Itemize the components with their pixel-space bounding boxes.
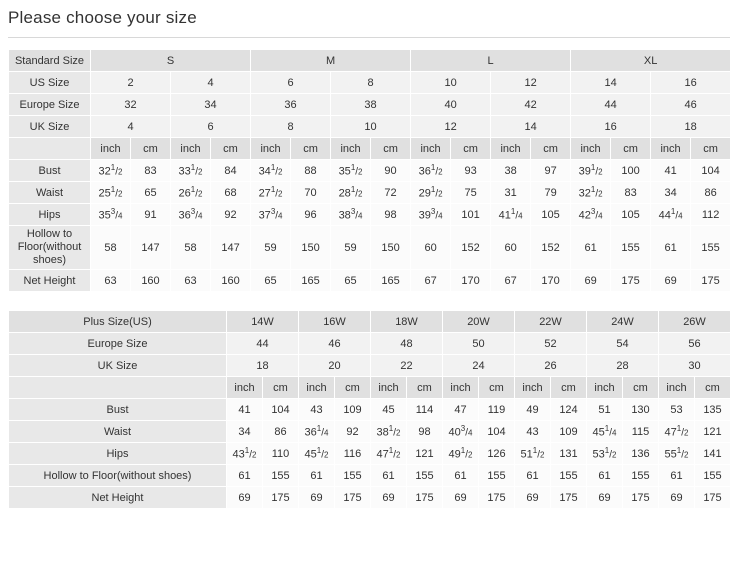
size-value: 30 — [659, 355, 731, 377]
measurement-cell: $39^3/4$ — [411, 204, 451, 226]
size-value: 28 — [587, 355, 659, 377]
measurement-cell: $44^1/4$ — [651, 204, 691, 226]
size-value: 40 — [411, 94, 491, 116]
measurement-cell: 69 — [515, 487, 551, 509]
measurement-cell: 38 — [491, 160, 531, 182]
measurement-cell: 61 — [651, 226, 691, 270]
measurement-cell: 79 — [531, 182, 571, 204]
measurement-cell: 155 — [335, 465, 371, 487]
measurement-cell: 136 — [623, 443, 659, 465]
measurement-cell: 160 — [131, 270, 171, 292]
size-value: 18 — [651, 116, 731, 138]
size-value: 16 — [571, 116, 651, 138]
measurement-cell: 34 — [651, 182, 691, 204]
unit-header: inch — [411, 138, 451, 160]
unit-header: inch — [331, 138, 371, 160]
measurement-cell: 68 — [211, 182, 251, 204]
table-row — [9, 311, 731, 333]
measurement-cell: 170 — [531, 270, 571, 292]
unit-header: cm — [451, 138, 491, 160]
measurement-cell: 41 — [227, 399, 263, 421]
unit-header: cm — [291, 138, 331, 160]
measurement-cell: $37^3/4$ — [251, 204, 291, 226]
measurement-cell: $34^1/2$ — [251, 160, 291, 182]
size-value: 8 — [251, 116, 331, 138]
measurement-cell: 170 — [451, 270, 491, 292]
measurement-cell: 92 — [211, 204, 251, 226]
size-value: 32 — [91, 94, 171, 116]
unit-header: cm — [623, 377, 659, 399]
table-row — [9, 355, 731, 377]
measurement-cell: $55^1/2$ — [659, 443, 695, 465]
measurement-cell: 92 — [335, 421, 371, 443]
plus-size-label: 26W — [659, 311, 731, 333]
table-row — [9, 333, 731, 355]
measurement-cell: 34 — [227, 421, 263, 443]
measurement-cell: 121 — [695, 421, 731, 443]
measurement-cell: 155 — [263, 465, 299, 487]
measurement-cell: 98 — [407, 421, 443, 443]
row-label: US Size — [9, 72, 91, 94]
row-label: Hollow to Floor(without shoes) — [9, 226, 91, 270]
unit-header: cm — [479, 377, 515, 399]
row-label-size: Standard Size — [9, 50, 91, 72]
measurement-cell: 155 — [407, 465, 443, 487]
unit-header: inch — [443, 377, 479, 399]
measurement-cell: 69 — [371, 487, 407, 509]
row-label: Europe Size — [9, 333, 227, 355]
row-label: Waist — [9, 421, 227, 443]
table-row — [9, 72, 731, 94]
size-value: 34 — [171, 94, 251, 116]
measurement-cell: 100 — [611, 160, 651, 182]
measurement-cell: 112 — [691, 204, 731, 226]
size-value: 18 — [227, 355, 299, 377]
measurement-cell: 124 — [551, 399, 587, 421]
measurement-cell: 63 — [91, 270, 131, 292]
measurement-cell: 97 — [531, 160, 571, 182]
measurement-cell: 175 — [551, 487, 587, 509]
size-value: 22 — [371, 355, 443, 377]
table-row — [9, 421, 731, 443]
measurement-cell: 109 — [551, 421, 587, 443]
page-title: Please choose your size — [8, 8, 197, 27]
measurement-cell: 155 — [479, 465, 515, 487]
measurement-cell: $32^1/2$ — [571, 182, 611, 204]
measurement-cell: 65 — [131, 182, 171, 204]
measurement-cell: 155 — [611, 226, 651, 270]
size-value: 52 — [515, 333, 587, 355]
plus-size-label: 22W — [515, 311, 587, 333]
measurement-cell: $47^1/2$ — [659, 421, 695, 443]
unit-header: inch — [587, 377, 623, 399]
plus-size-table — [8, 310, 731, 509]
measurement-cell: 175 — [335, 487, 371, 509]
measurement-cell: 69 — [571, 270, 611, 292]
size-value: 36 — [251, 94, 331, 116]
measurement-cell: 60 — [411, 226, 451, 270]
measurement-cell: 175 — [407, 487, 443, 509]
measurement-cell: 152 — [451, 226, 491, 270]
unit-header: cm — [263, 377, 299, 399]
unit-header: inch — [171, 138, 211, 160]
measurement-cell: 61 — [227, 465, 263, 487]
row-label: UK Size — [9, 355, 227, 377]
table-row — [9, 182, 731, 204]
measurement-cell: 61 — [515, 465, 551, 487]
row-label: Bust — [9, 160, 91, 182]
size-value: 56 — [659, 333, 731, 355]
measurement-cell: 126 — [479, 443, 515, 465]
measurement-cell: $47^1/2$ — [371, 443, 407, 465]
size-value: 4 — [171, 72, 251, 94]
measurement-cell: $29^1/2$ — [411, 182, 451, 204]
measurement-cell: 65 — [251, 270, 291, 292]
size-value: 6 — [171, 116, 251, 138]
unit-header: cm — [551, 377, 587, 399]
size-value: 4 — [91, 116, 171, 138]
measurement-cell: 53 — [659, 399, 695, 421]
size-value: 38 — [331, 94, 411, 116]
unit-header: inch — [299, 377, 335, 399]
row-label-units — [9, 138, 91, 160]
unit-header: cm — [211, 138, 251, 160]
measurement-cell: $27^1/2$ — [251, 182, 291, 204]
measurement-cell: 59 — [331, 226, 371, 270]
unit-header: cm — [691, 138, 731, 160]
measurement-cell: $38^3/4$ — [331, 204, 371, 226]
measurement-cell: 41 — [651, 160, 691, 182]
measurement-cell: 69 — [299, 487, 335, 509]
size-group-label: L — [411, 50, 571, 72]
measurement-cell: 105 — [531, 204, 571, 226]
row-label: UK Size — [9, 116, 91, 138]
measurement-cell: 96 — [291, 204, 331, 226]
size-value: 14 — [491, 116, 571, 138]
measurement-cell: 109 — [335, 399, 371, 421]
measurement-cell: 175 — [695, 487, 731, 509]
size-value: 54 — [587, 333, 659, 355]
measurement-cell: 147 — [131, 226, 171, 270]
table-row — [9, 160, 731, 182]
table-row — [9, 204, 731, 226]
measurement-cell: 175 — [263, 487, 299, 509]
measurement-cell: 98 — [371, 204, 411, 226]
size-group-label: M — [251, 50, 411, 72]
size-value: 24 — [443, 355, 515, 377]
row-label: Waist — [9, 182, 91, 204]
measurement-cell: 69 — [587, 487, 623, 509]
unit-header: inch — [491, 138, 531, 160]
unit-header: inch — [515, 377, 551, 399]
measurement-cell: 61 — [659, 465, 695, 487]
row-label: Hips — [9, 204, 91, 226]
measurement-cell: 155 — [691, 226, 731, 270]
table-row — [9, 465, 731, 487]
measurement-cell: 121 — [407, 443, 443, 465]
measurement-cell: 101 — [451, 204, 491, 226]
size-group-label: S — [91, 50, 251, 72]
measurement-cell: 61 — [443, 465, 479, 487]
plus-size-label: 16W — [299, 311, 371, 333]
unit-header: inch — [651, 138, 691, 160]
size-value: 12 — [491, 72, 571, 94]
measurement-cell: 69 — [227, 487, 263, 509]
measurement-cell: $36^1/4$ — [299, 421, 335, 443]
measurement-cell: 110 — [263, 443, 299, 465]
measurement-cell: 69 — [659, 487, 695, 509]
measurement-cell: $28^1/2$ — [331, 182, 371, 204]
measurement-cell: $32^1/2$ — [91, 160, 131, 182]
measurement-cell: 83 — [131, 160, 171, 182]
measurement-cell: 104 — [263, 399, 299, 421]
measurement-cell: 135 — [695, 399, 731, 421]
unit-header: inch — [571, 138, 611, 160]
measurement-cell: $45^1/4$ — [587, 421, 623, 443]
measurement-cell: 155 — [623, 465, 659, 487]
table-row — [9, 116, 731, 138]
measurement-cell: 165 — [371, 270, 411, 292]
measurement-cell: 61 — [587, 465, 623, 487]
measurement-cell: 58 — [171, 226, 211, 270]
unit-header: inch — [371, 377, 407, 399]
measurement-cell: $40^3/4$ — [443, 421, 479, 443]
measurement-cell: $51^1/2$ — [515, 443, 551, 465]
row-label: Hollow to Floor(without shoes) — [9, 465, 227, 487]
measurement-cell: 86 — [691, 182, 731, 204]
measurement-cell: 175 — [623, 487, 659, 509]
measurement-cell: 47 — [443, 399, 479, 421]
table-row — [9, 270, 731, 292]
measurement-cell: 69 — [443, 487, 479, 509]
row-label: Europe Size — [9, 94, 91, 116]
size-value: 2 — [91, 72, 171, 94]
measurement-cell: 93 — [451, 160, 491, 182]
table-row — [9, 443, 731, 465]
measurement-cell: $53^1/2$ — [587, 443, 623, 465]
measurement-cell: 155 — [695, 465, 731, 487]
measurement-cell: 88 — [291, 160, 331, 182]
measurement-cell: $36^1/2$ — [411, 160, 451, 182]
measurement-cell: 49 — [515, 399, 551, 421]
measurement-cell: 90 — [371, 160, 411, 182]
measurement-cell: 43 — [515, 421, 551, 443]
size-value: 44 — [227, 333, 299, 355]
measurement-cell: 150 — [371, 226, 411, 270]
measurement-cell: 65 — [331, 270, 371, 292]
measurement-cell: 115 — [623, 421, 659, 443]
measurement-cell: 61 — [371, 465, 407, 487]
measurement-cell: 58 — [91, 226, 131, 270]
plus-size-label: 20W — [443, 311, 515, 333]
measurement-cell: 155 — [551, 465, 587, 487]
unit-header: cm — [371, 138, 411, 160]
row-label-size: Plus Size(US) — [9, 311, 227, 333]
measurement-cell: 104 — [691, 160, 731, 182]
measurement-cell: $35^3/4$ — [91, 204, 131, 226]
measurement-cell: 72 — [371, 182, 411, 204]
unit-header: inch — [251, 138, 291, 160]
measurement-cell: 105 — [611, 204, 651, 226]
size-group-label: XL — [571, 50, 731, 72]
measurement-cell: 152 — [531, 226, 571, 270]
measurement-cell: 130 — [623, 399, 659, 421]
measurement-cell: 63 — [171, 270, 211, 292]
measurement-cell: $35^1/2$ — [331, 160, 371, 182]
plus-size-label: 18W — [371, 311, 443, 333]
measurement-cell: 59 — [251, 226, 291, 270]
measurement-cell: 51 — [587, 399, 623, 421]
measurement-cell: 83 — [611, 182, 651, 204]
measurement-cell: 70 — [291, 182, 331, 204]
plus-size-label: 14W — [227, 311, 299, 333]
table-row — [9, 226, 731, 270]
measurement-cell: 175 — [691, 270, 731, 292]
size-value: 10 — [411, 72, 491, 94]
measurement-cell: 147 — [211, 226, 251, 270]
unit-header: cm — [695, 377, 731, 399]
unit-header: inch — [659, 377, 695, 399]
row-label: Net Height — [9, 270, 91, 292]
size-value: 16 — [651, 72, 731, 94]
unit-header: cm — [407, 377, 443, 399]
measurement-cell: 150 — [291, 226, 331, 270]
measurement-cell: 67 — [491, 270, 531, 292]
measurement-cell: 86 — [263, 421, 299, 443]
measurement-cell: $38^1/2$ — [371, 421, 407, 443]
size-value: 6 — [251, 72, 331, 94]
row-label: Bust — [9, 399, 227, 421]
table-row — [9, 138, 731, 160]
measurement-cell: 45 — [371, 399, 407, 421]
size-value: 46 — [299, 333, 371, 355]
measurement-cell: 31 — [491, 182, 531, 204]
measurement-cell: 84 — [211, 160, 251, 182]
size-value: 48 — [371, 333, 443, 355]
measurement-cell: 141 — [695, 443, 731, 465]
size-value: 14 — [571, 72, 651, 94]
measurement-cell: $45^1/2$ — [299, 443, 335, 465]
measurement-cell: 131 — [551, 443, 587, 465]
unit-header: cm — [531, 138, 571, 160]
size-value: 42 — [491, 94, 571, 116]
measurement-cell: 75 — [451, 182, 491, 204]
measurement-cell: $39^1/2$ — [571, 160, 611, 182]
measurement-cell: 114 — [407, 399, 443, 421]
title-divider — [8, 37, 730, 38]
size-value: 44 — [571, 94, 651, 116]
row-label-units — [9, 377, 227, 399]
unit-header: inch — [91, 138, 131, 160]
table-row — [9, 487, 731, 509]
unit-header: cm — [131, 138, 171, 160]
size-value: 46 — [651, 94, 731, 116]
measurement-cell: $49^1/2$ — [443, 443, 479, 465]
measurement-cell: $42^3/4$ — [571, 204, 611, 226]
measurement-cell: 175 — [479, 487, 515, 509]
measurement-cell: 165 — [291, 270, 331, 292]
size-value: 50 — [443, 333, 515, 355]
measurement-cell: 119 — [479, 399, 515, 421]
row-label: Net Height — [9, 487, 227, 509]
standard-size-table — [8, 49, 731, 292]
measurement-cell: 43 — [299, 399, 335, 421]
measurement-cell: $36^3/4$ — [171, 204, 211, 226]
size-value: 10 — [331, 116, 411, 138]
measurement-cell: 104 — [479, 421, 515, 443]
measurement-cell: $43^1/2$ — [227, 443, 263, 465]
measurement-cell: 175 — [611, 270, 651, 292]
measurement-cell: 61 — [299, 465, 335, 487]
unit-header: inch — [227, 377, 263, 399]
size-value: 8 — [331, 72, 411, 94]
measurement-cell: $26^1/2$ — [171, 182, 211, 204]
measurement-cell: $41^1/4$ — [491, 204, 531, 226]
table-row — [9, 94, 731, 116]
size-value: 26 — [515, 355, 587, 377]
measurement-cell: 116 — [335, 443, 371, 465]
measurement-cell: 67 — [411, 270, 451, 292]
size-value: 20 — [299, 355, 371, 377]
plus-size-label: 24W — [587, 311, 659, 333]
measurement-cell: 61 — [571, 226, 611, 270]
measurement-cell: $33^1/2$ — [171, 160, 211, 182]
unit-header: cm — [611, 138, 651, 160]
measurement-cell: 160 — [211, 270, 251, 292]
row-label: Hips — [9, 443, 227, 465]
table-row — [9, 399, 731, 421]
measurement-cell: $25^1/2$ — [91, 182, 131, 204]
table-row — [9, 377, 731, 399]
table-row — [9, 50, 731, 72]
measurement-cell: 91 — [131, 204, 171, 226]
measurement-cell: 60 — [491, 226, 531, 270]
size-value: 12 — [411, 116, 491, 138]
measurement-cell: 69 — [651, 270, 691, 292]
unit-header: cm — [335, 377, 371, 399]
